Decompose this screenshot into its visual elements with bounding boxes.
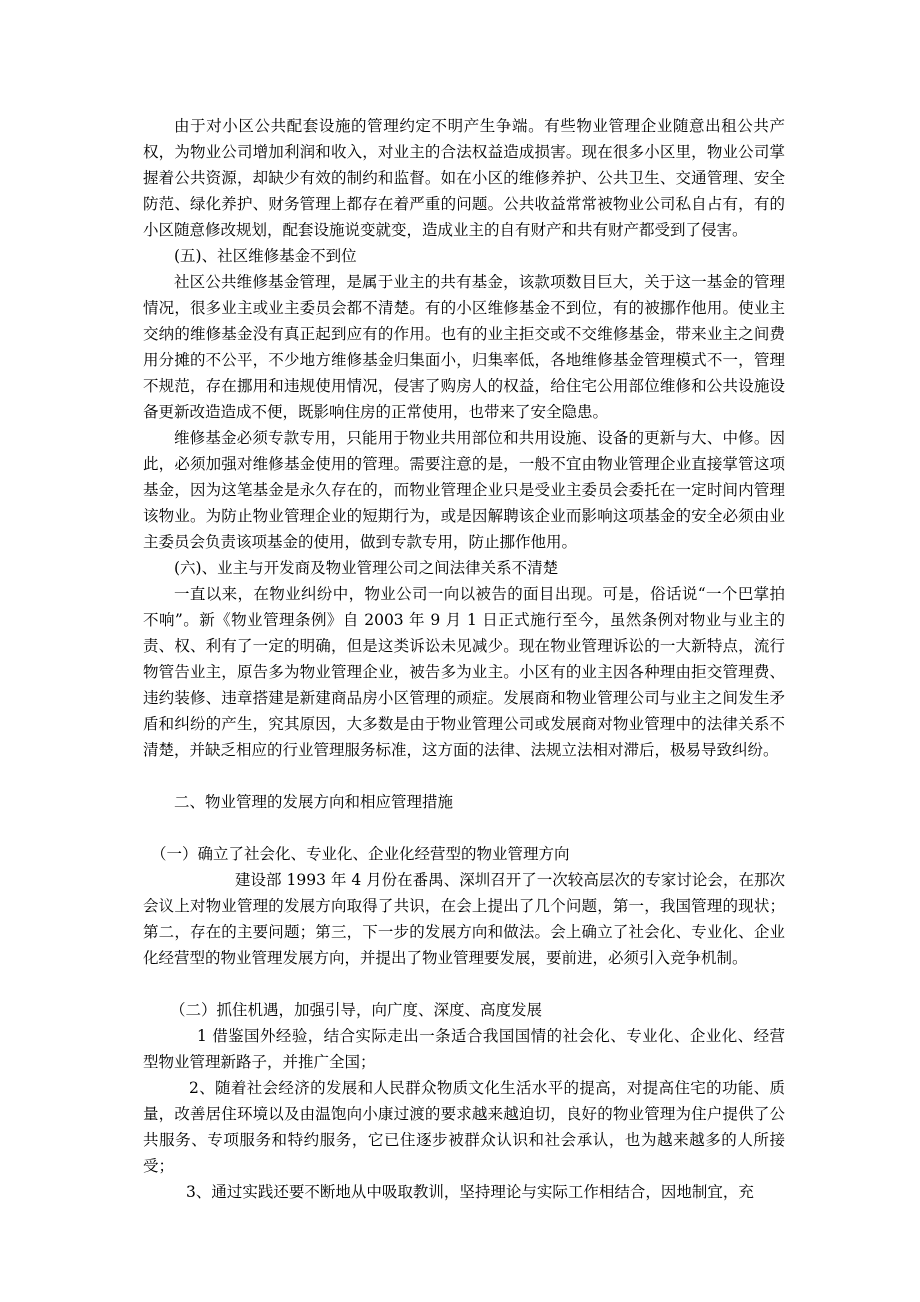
subheading-2: （二）抓住机遇，加强引导，向广度、深度、高度发展 xyxy=(170,1001,543,1019)
list-item-1: 1 借鉴国外经验，结合实际走出一条适合我国国情的社会化、专业化、企业化、经营型物业管理新路子，并推广全国； xyxy=(143,1027,785,1071)
section-heading-2: 二、物业管理的发展方向和相应管理措施 xyxy=(174,793,454,811)
paragraph-public-facilities: 由于对小区公共配套设施的管理约定不明产生争端。有些物业管理企业随意出租公共产权，为物业公司增加利润和收入，对业主的合法权益造成损害。现在很多小区里，物业公司掌握着公共资源，却缺少有效的制约和监督。如在小区的维修养护、公共卫生、交通管理、安全防范、绿化养护、财务管理上都存在着严重的问题。公共收益常常被物业公司私自占有，有的小区随意修改规划，配套设施说变就变，造成业主的自有财产和共有财产都受到了侵害。 xyxy=(143,117,785,239)
subheading-1: （一）确立了社会化、专业化、企业化经营型的物业管理方向 xyxy=(151,845,570,863)
spacer xyxy=(143,971,785,997)
paragraph-maintenance-fund: 社区公共维修基金管理，是属于业主的共有基金，该款项数目巨大，关于这一基金的管理情况，很多业主或业主委员会都不清楚。有的小区维修基金不到位，有的被挪作他用。使业主交纳的维修基金没有真正起到应有的作用。也有的业主拒交或不交维修基金，带来业主之间费用分摊的不公平，不少地方维修基金归集面小，归集率低，各地维修基金管理模式不一，管理不规范，存在挪用和违规使用情况，侵害了购房人的权益，给住宅公用部位维修和公共设施设备更新改造造成不便，既影响住房的正常使用，也带来了安全隐患。 xyxy=(143,273,785,421)
paragraph-direction: 建设部 1993 年 4 月份在番禺、深圳召开了一次较高层次的专家讨论会，在那次会议上对物业管理的发展方向取得了共识，在会上提出了几个问题，第一，我国管理的现状；第二，存在的主要问题；第三，下一步的发展方向和做法。会上确立了社会化、专业化、企业化经营型的物业管理发展方向，并提出了物业管理要发展，要前进，必须引入竞争机制。 xyxy=(143,871,785,967)
list-item-3: 3、通过实践还要不断地从中吸取教训，坚持理论与实际工作相结合，因地制宜，充 xyxy=(186,1183,754,1201)
heading-legal-relations: (六)、业主与开发商及物业管理公司之间法律关系不清楚 xyxy=(174,559,559,577)
spacer xyxy=(143,815,785,841)
heading-maintenance-fund: (五)、社区维修基金不到位 xyxy=(174,247,357,265)
paragraph-fund-usage: 维修基金必须专款专用，只能用于物业共用部位和共用设施、设备的更新与大、中修。因此，必须加强对维修基金使用的管理。需要注意的是，一般不宜由物业管理企业直接掌管这项基金，因为这笔基金是永久存在的，而物业管理企业只是受业主委员会委托在一定时间内管理该物业。为防止物业管理企业的短期行为，或是因解聘该企业而影响这项基金的安全必须由业主委员会负责该项基金的使用，做到专款专用，防止挪作他用。 xyxy=(143,429,785,551)
list-item-2: 2、随着社会经济的发展和人民群众物质文化生活水平的提高，对提高住宅的功能、质量，改善居住环境以及由温饱向小康过渡的要求越来越迫切，良好的物业管理为住户提供了公共服务、专项服务和特约服务，它已住逐步被群众认识和社会承认，也为越来越多的人所接受； xyxy=(143,1079,785,1175)
spacer xyxy=(143,763,785,789)
document-body xyxy=(143,113,785,1205)
paragraph-legal-relations: 一直以来，在物业纠纷中，物业公司一向以被告的面目出现。可是，俗话说“一个巴掌拍不响”。新《物业管理条例》自 2003 年 9 月 1 日正式施行至今，虽然条例对物业与业主的责、权、利有了一定的明确，但是这类诉讼未见减少。现在物业管理诉讼的一大新特点，流行物管告业主，原告多为物业管理企业，被告多为业主。小区有的业主因各种理由拒交管理费、违约装修、违章搭建是新建商品房小区管理的顽症。发展商和物业管理公司与业主之间发生矛盾和纠纷的产生，究其原因，大多数是由于物业管理公司或发展商对物业管理中的法律关系不清楚，并缺乏相应的行业管理服务标准，这方面的法律、法规立法相对滞后，极易导致纠纷。 xyxy=(143,585,785,759)
